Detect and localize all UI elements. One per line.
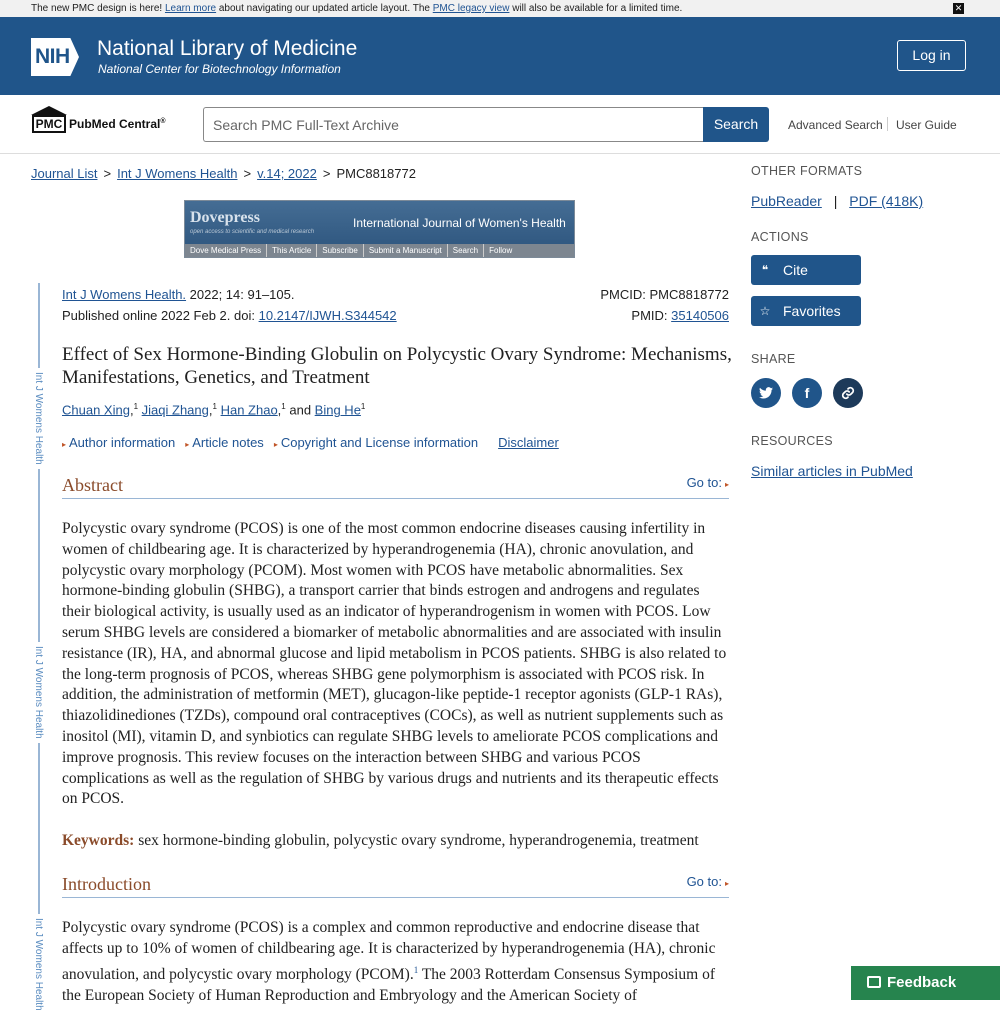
- triangle-right-icon: ▸: [724, 879, 729, 888]
- triangle-right-icon: ▸: [62, 440, 67, 449]
- goto-label: Go to:: [686, 874, 722, 889]
- citation-ref[interactable]: 1: [413, 964, 419, 975]
- feedback-label: Feedback: [887, 974, 957, 991]
- journal-nav-item[interactable]: Subscribe: [317, 244, 364, 257]
- disclaimer-link[interactable]: Disclaimer: [498, 435, 559, 450]
- copyright-toggle[interactable]: [274, 435, 478, 450]
- resources-heading: RESOURCES: [751, 434, 833, 448]
- quote-icon: ❝: [761, 263, 769, 277]
- share-heading: SHARE: [751, 352, 796, 366]
- keywords-text: sex hormone-binding globulin, polycystic ovary syndrome, hyperandrogenemia, treatment: [134, 832, 699, 849]
- pmc-logo[interactable]: [31, 106, 171, 136]
- pmc-logo-label: [69, 117, 166, 131]
- site-subtitle: National Center for Biotechnology Information: [98, 62, 341, 76]
- share-buttons: [751, 378, 971, 408]
- advanced-search-link[interactable]: Advanced Search: [788, 118, 883, 132]
- breadcrumb-sep: >: [103, 166, 112, 181]
- site-title[interactable]: National Library of Medicine: [97, 37, 358, 60]
- author-affil: 1: [281, 402, 286, 411]
- journal-link[interactable]: Int J Womens Health.: [62, 287, 187, 302]
- citation-line: [62, 284, 397, 305]
- introduction-title: Introduction: [62, 874, 151, 894]
- dovepress-tagline: open access to scientific and medical research: [190, 229, 315, 235]
- actions-heading: ACTIONS: [751, 230, 809, 244]
- breadcrumb: [31, 166, 416, 181]
- pmc-roof-icon: [31, 106, 67, 115]
- announcement-banner: [0, 0, 1000, 17]
- facebook-icon[interactable]: f: [792, 378, 822, 408]
- info-label: Copyright and License information: [280, 435, 479, 450]
- breadcrumb-volume[interactable]: v.14; 2022: [257, 166, 317, 181]
- pmid-line: [600, 305, 729, 326]
- journal-nav-item[interactable]: Follow: [489, 246, 513, 255]
- author-affil: 1: [133, 402, 139, 411]
- rail-label: Int J Womens Health: [33, 914, 44, 1015]
- pmid-link[interactable]: 35140506: [671, 308, 729, 323]
- author-list: Chuan Xing,$^1$ Jiaqi Zhang,$^1$ Han Zhao,$^1$ and Bing He$^1$: [62, 402, 366, 418]
- triangle-right-icon: ▸: [185, 440, 190, 449]
- search-bar: [0, 95, 1000, 154]
- user-guide-link[interactable]: User Guide: [896, 118, 957, 132]
- journal-nav-item[interactable]: Search: [448, 244, 484, 257]
- nih-header: [0, 17, 1000, 95]
- goto-label: Go to:: [686, 475, 722, 490]
- author-information-toggle[interactable]: [62, 435, 175, 450]
- favorites-button[interactable]: [751, 296, 861, 326]
- favorites-label: Favorites: [783, 303, 841, 319]
- author-link[interactable]: Chuan Xing: [62, 402, 130, 418]
- triangle-right-icon: ▸: [273, 440, 278, 449]
- format-links: [751, 193, 971, 209]
- author-and: and: [285, 402, 315, 418]
- format-divider: |: [833, 193, 838, 209]
- search-button[interactable]: Search: [703, 107, 769, 142]
- intro-text-part: Polycystic ovary syndrome (PCOS) is a complex and common reproductive and endocrine disease that affects up to 10% of women of childbearing age. It is characterized by hyperandrogenemia (HA), chronic anovulation, and polycystic ovary morphology (PCOM).: [62, 919, 716, 983]
- citation-text: 2022; 14: 91–105.: [186, 287, 295, 302]
- cite-button[interactable]: [751, 255, 861, 285]
- resource-links: [751, 463, 971, 479]
- author-link[interactable]: Han Zhao: [220, 402, 278, 418]
- legacy-view-link[interactable]: PMC legacy view: [432, 3, 510, 14]
- journal-nav-item[interactable]: Dove Medical Press: [185, 244, 267, 257]
- breadcrumb-journal-list[interactable]: Journal List: [31, 166, 98, 181]
- breadcrumb-sep: >: [243, 166, 252, 181]
- rail-label: Int J Womens Health: [33, 368, 44, 469]
- search-input[interactable]: [203, 107, 703, 142]
- info-label: Author information: [69, 435, 176, 450]
- intro-text-part: The 2003 Rotterdam Consensus Symposium of the European Society of Human Reproduction and Embryology and the American Society of: [62, 965, 716, 1004]
- author-link[interactable]: Bing He: [314, 402, 361, 418]
- pmid-label: PMID:: [631, 308, 672, 323]
- author-affil: 1: [212, 402, 217, 411]
- journal-nav-item[interactable]: Submit a Manuscript: [364, 244, 448, 257]
- introduction-text: [62, 918, 730, 1006]
- published-line: [62, 305, 397, 326]
- goto-link[interactable]: [687, 874, 729, 889]
- twitter-icon[interactable]: [751, 378, 781, 408]
- info-label: Article notes: [192, 435, 264, 450]
- breadcrumb-current: PMC8818772: [336, 166, 416, 181]
- journal-banner-nav: [185, 244, 574, 257]
- login-button[interactable]: Log in: [897, 40, 966, 71]
- article-info-links: [62, 435, 559, 450]
- pmc-label-text: PubMed Central: [69, 117, 161, 131]
- pdf-link[interactable]: PDF (418K): [849, 193, 924, 209]
- learn-more-link[interactable]: Learn more: [164, 3, 217, 14]
- banner-prefix: The new PMC design is here!: [31, 3, 165, 14]
- abstract-title: Abstract: [62, 475, 123, 495]
- journal-nav-item[interactable]: This Article: [267, 244, 317, 257]
- similar-articles-link[interactable]: Similar articles in PubMed: [751, 463, 913, 479]
- abstract-header: [62, 475, 729, 499]
- breadcrumb-sep: >: [322, 166, 331, 181]
- journal-banner-title: International Journal of Women's Health: [353, 216, 566, 230]
- id-meta: [600, 284, 729, 326]
- published-text: Published online 2022 Feb 2. doi:: [62, 308, 259, 323]
- article-title: Effect of Sex Hormone-Binding Globulin on Polycystic Ovary Syndrome: Mechanisms, Manifestations, Genetics, and Treatment: [62, 344, 732, 388]
- author-link[interactable]: Jiaqi Zhang: [141, 402, 209, 418]
- abstract-text: Polycystic ovary syndrome (PCOS) is one of the most common endocrine diseases causing infertility in women of childbearing age. It is characterized by hyperandrogenemia (HA), chronic anovulation, and polycystic ovary morphology (PCOM). Most women with PCOS have metabolic abnormalities. Sex hormone-binding globulin (SHBG), a transport carrier that binds estrogen and androgens and regulates their biological activity, is usually used as an indicator of hyperandrogenism in women with PCOS. Low serum SHBG levels are considered a biomarker of metabolic abnormalities and are associated with insulin resistance (IR), HA, and abnormal glucose and lipid metabolism in PCOS patients. SHBG is also related to the long-term prognosis of PCOS, whereas SHBG gene polymorphism is associated with PCOS risk. In addition, the administration of metformin (MET), glucagon-like peptide-1 receptor agonists (GLP-1 RAs), thiazolidinediones (TZDs), compound oral contraceptives (COCs), as well as nutrient supplements such as inositol (MI), vitamin D, and synbiotics can regulate SHBG levels to ameliorate PCOS complications and improve prognosis. This review focuses on the interaction between SHBG and various PCOS complications as well as the regulation of SHBG by various drugs and nutrients and its therapeutic effects on PCOS.: [62, 520, 727, 808]
- nih-logo-text: NIH: [35, 45, 70, 68]
- goto-link[interactable]: [687, 475, 729, 490]
- divider: [887, 117, 888, 131]
- keywords-label: Keywords:: [62, 832, 135, 849]
- pubreader-link[interactable]: PubReader: [751, 193, 822, 209]
- registered-mark: ®: [160, 118, 166, 125]
- rail-label: Int J Womens Health: [33, 642, 44, 743]
- breadcrumb-journal[interactable]: Int J Womens Health: [117, 166, 238, 181]
- triangle-right-icon: ▸: [724, 480, 729, 489]
- close-icon[interactable]: ✕: [954, 3, 963, 13]
- other-formats-heading: OTHER FORMATS: [751, 164, 863, 178]
- author-affil: 1: [360, 402, 366, 411]
- keywords: [62, 832, 742, 850]
- dovepress-logo: Dovepress: [190, 209, 260, 226]
- chat-icon: [867, 976, 881, 988]
- article-notes-toggle[interactable]: [185, 435, 264, 450]
- star-icon: ☆: [759, 304, 771, 318]
- introduction-header: [62, 874, 729, 898]
- banner-middle: about navigating our updated article layout. The: [216, 3, 433, 14]
- journal-banner[interactable]: [184, 200, 575, 258]
- link-icon[interactable]: [833, 378, 863, 408]
- pmcid: PMCID: PMC8818772: [600, 287, 729, 302]
- doi-link[interactable]: 10.2147/IJWH.S344542: [258, 308, 397, 323]
- banner-suffix: will also be available for a limited time.: [509, 3, 683, 14]
- citation-meta: [62, 284, 397, 326]
- feedback-button[interactable]: [851, 966, 1000, 1000]
- pmc-logo-box: PMC: [32, 115, 66, 133]
- cite-label: Cite: [783, 262, 808, 278]
- sidebar: [751, 164, 971, 479]
